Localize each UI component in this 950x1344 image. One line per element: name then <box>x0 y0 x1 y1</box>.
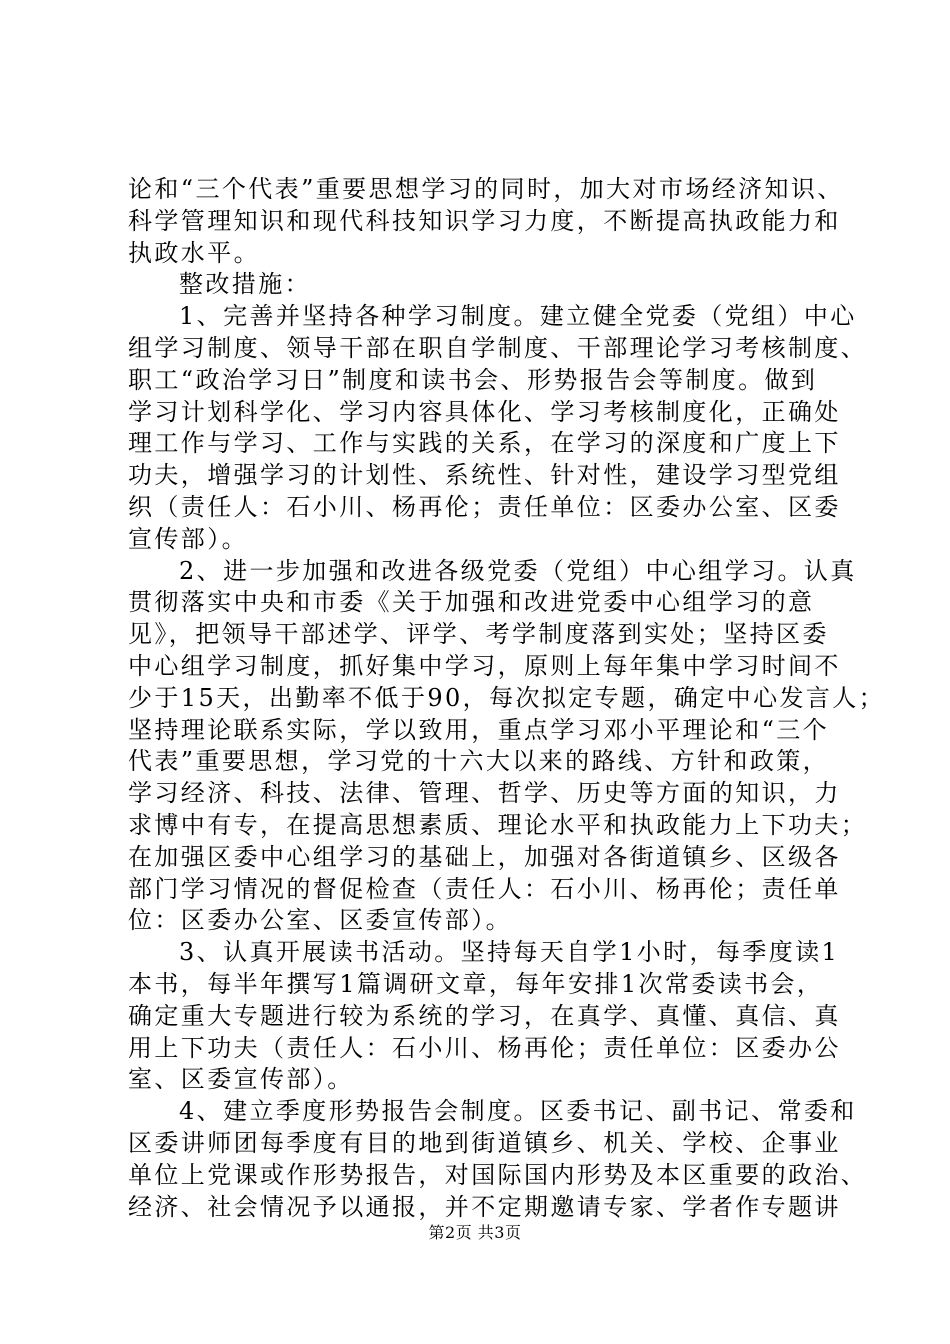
text-line: 宣传部）。 <box>128 524 248 553</box>
text-line: 单位上党课或作形势报告，对国际国内形势及本区重要的政治、 <box>128 1160 868 1189</box>
text-line: 在加强区委中心组学习的基础上，加强对各街道镇乡、区级各 <box>128 842 841 871</box>
text-line: 坚持理论联系实际，学以致用，重点学习邓小平理论和“三个 <box>128 715 830 744</box>
text-line: 贯彻落实中央和市委《关于加强和改进党委中心组学习的意 <box>128 588 815 617</box>
text-line: 3、认真开展读书活动。坚持每天自学1小时，每季度读1 <box>179 938 840 967</box>
text-line: 室、区委宣传部）。 <box>128 1065 354 1094</box>
text-line: 学习经济、科技、法律、管理、哲学、历史等方面的知识，力 <box>128 779 841 808</box>
text-line: 2、进一步加强和改进各级党委（党组）中心组学习。认真 <box>179 556 857 585</box>
text-line: 见》，把领导干部述学、评学、考学制度落到实处；坚持区委 <box>128 620 829 649</box>
text-line: 功夫，增强学习的计划性、系统性、针对性，建设学习型党组 <box>128 461 841 490</box>
text-line: 少于15天，出勤率不低于90，每次拟定专题，确定中心发言人； <box>128 683 886 712</box>
text-line: 学习计划科学化、学习内容具体化、学习考核制度化，正确处 <box>128 397 841 426</box>
text-line: 组学习制度、领导干部在职自学制度、干部理论学习考核制度、 <box>128 333 868 362</box>
text-line: 整改措施： <box>179 270 311 299</box>
text-line: 科学管理知识和现代科技知识学习力度，不断提高执政能力和 <box>128 206 841 235</box>
document-body <box>128 174 886 1223</box>
text-line: 代表”重要思想，学习党的十六大以来的路线、方针和政策， <box>128 747 830 776</box>
text-line: 经济、社会情况予以通报，并不定期邀请专家、学者作专题讲 <box>128 1192 841 1221</box>
text-line: 1、完善并坚持各种学习制度。建立健全党委（党组）中心 <box>179 302 857 331</box>
text-line: 区委讲师团每季度有目的地到街道镇乡、机关、学校、企事业 <box>128 1128 841 1157</box>
text-line: 中心组学习制度，抓好集中学习，原则上每年集中学习时间不 <box>128 651 841 680</box>
text-line: 论和“三个代表”重要思想学习的同时，加大对市场经济知识、 <box>128 175 844 203</box>
text-line: 求博中有专，在提高思想素质、理论水平和执政能力上下功夫； <box>128 810 868 839</box>
text-line: 确定重大专题进行较为系统的学习，在真学、真懂、真信、真 <box>128 1001 841 1030</box>
text-line: 织（责任人：石小川、杨再伦；责任单位：区委办公室、区委 <box>128 492 841 521</box>
text-line: 位：区委办公室、区委宣传部）。 <box>128 906 512 935</box>
text-line: 本书，每半年撰写1篇调研文章，每年安排1次常委读书会， <box>128 969 824 998</box>
text-line: 用上下功夫（责任人：石小川、杨再伦；责任单位：区委办公 <box>128 1033 841 1062</box>
text-line: 部门学习情况的督促检查（责任人：石小川、杨再伦；责任单 <box>128 874 841 903</box>
text-line: 理工作与学习、工作与实践的关系，在学习的深度和广度上下 <box>128 429 841 458</box>
text-line: 执政水平。 <box>128 238 260 267</box>
page-footer: 第2页 共3页 <box>428 1223 522 1242</box>
text-line: 4、建立季度形势报告会制度。区委书记、副书记、常委和 <box>179 1097 857 1126</box>
text-line: 职工“政治学习日”制度和读书会、形势报告会等制度。做到 <box>128 365 818 394</box>
